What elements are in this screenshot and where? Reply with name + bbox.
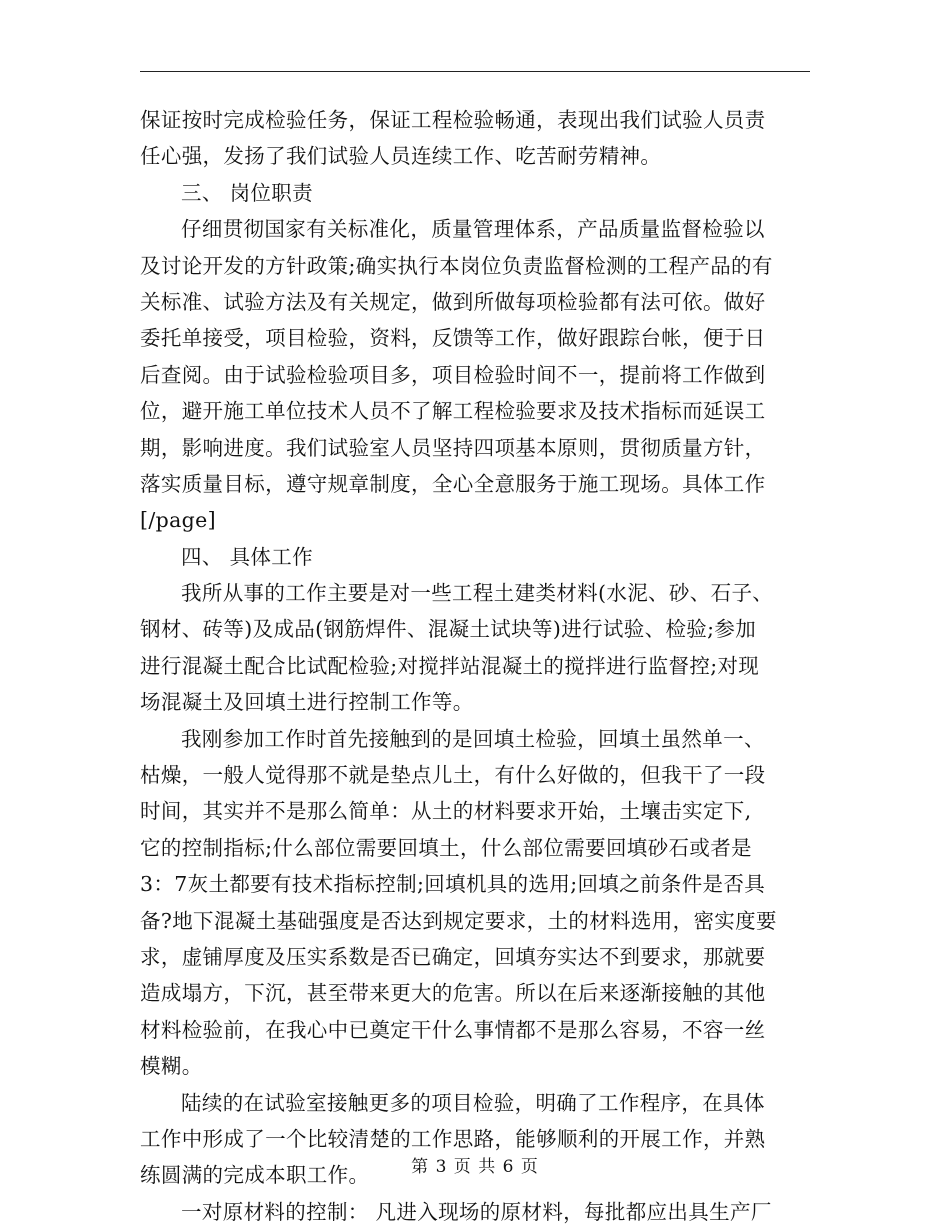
text-line: 工作中形成了一个比较清楚的工作思路，能够顺利的开展工作，并熟: [140, 1126, 766, 1151]
text-line: 陆续的在试验室接触更多的项目检验，明确了工作程序，在具体: [181, 1090, 765, 1115]
text-line: 练圆满的完成本职工作。: [140, 1163, 370, 1188]
text-line: 任心强，发扬了我们试验人员连续工作、吃苦耐劳精神。: [140, 144, 662, 169]
text-line: 落实质量目标，遵守规章制度，全心全意服务于施工现场。具体工作: [140, 471, 766, 496]
text-line: 仔细贯彻国家有关标准化，质量管理体系，产品质量监督检验以: [181, 217, 765, 242]
text-line: 关标准、试验方法及有关规定，做到所做每项检验都有法可依。做好: [140, 289, 766, 314]
text-line: 材料检验前，在我心中已奠定干什么事情都不是那么容易，不容一丝: [140, 1017, 766, 1042]
text-line: 位，避开施工单位技术人员不了解工程检验要求及技术指标而延误工: [140, 399, 766, 424]
text-line: 它的控制指标;什么部位需要回填土，什么部位需要回填砂石或者是: [140, 835, 752, 860]
text-line: 3：7灰土都要有技术指标控制;回填机具的选用;回填之前条件是否具: [140, 872, 766, 897]
text-line: [/page]: [140, 508, 216, 533]
text-line: 时间，其实并不是那么简单：从土的材料要求开始，土壤击实定下,: [140, 799, 752, 824]
page-number-footer: 第 3 页 共 6 页: [411, 1157, 539, 1177]
text-line: 保证按时完成检验任务，保证工程检验畅通，表现出我们试验人员责: [140, 108, 766, 132]
text-line: 枯燥，一般人觉得那不就是垫点儿土，有什么好做的，但我干了一段: [140, 763, 766, 788]
text-line: 模糊。: [140, 1054, 203, 1079]
text-line: 备?地下混凝土基础强度是否达到规定要求，土的材料选用，密实度要: [140, 908, 777, 933]
text-line: 我所从事的工作主要是对一些工程土建类材料(水泥、砂、石子、: [181, 581, 774, 606]
text-line: 钢材、砖等)及成品(钢筋焊件、混凝土试块等)进行试验、检验;参加: [140, 617, 757, 642]
text-line: 进行混凝土配合比试配检验;对搅拌站混凝土的搅拌进行监督控;对现: [140, 653, 760, 678]
text-line: 后查阅。由于试验检验项目多，项目检验时间不一，提前将工作做到: [140, 362, 766, 387]
text-line: 四、 具体工作: [181, 544, 313, 569]
text-line: 求，虚铺厚度及压实系数是否已确定，回填夯实达不到要求，那就要: [140, 944, 766, 969]
text-line: 一对原材料的控制： 凡进入现场的原材料，每批都应出具生产厂: [181, 1199, 772, 1224]
text-line: 委托单接受，项目检验，资料，反馈等工作，做好跟踪台帐，便于日: [140, 326, 766, 351]
text-line: 场混凝土及回填土进行控制工作等。: [140, 690, 474, 715]
text-line: 三、 岗位职责: [181, 180, 313, 205]
header-rule: [140, 71, 810, 72]
text-line: 期，影响进度。我们试验室人员坚持四项基本原则，贯彻质量方针，: [140, 435, 766, 460]
text-line: 造成塌方，下沉，甚至带来更大的危害。所以在后来逐渐接触的其他: [140, 981, 766, 1006]
document-body: [140, 102, 820, 1230]
text-line: 及讨论开发的方针政策;确实执行本岗位负责监督检测的工程产品的有: [140, 253, 773, 278]
text-line: 我刚参加工作时首先接触到的是回填土检验，回填土虽然单一、: [181, 726, 765, 751]
